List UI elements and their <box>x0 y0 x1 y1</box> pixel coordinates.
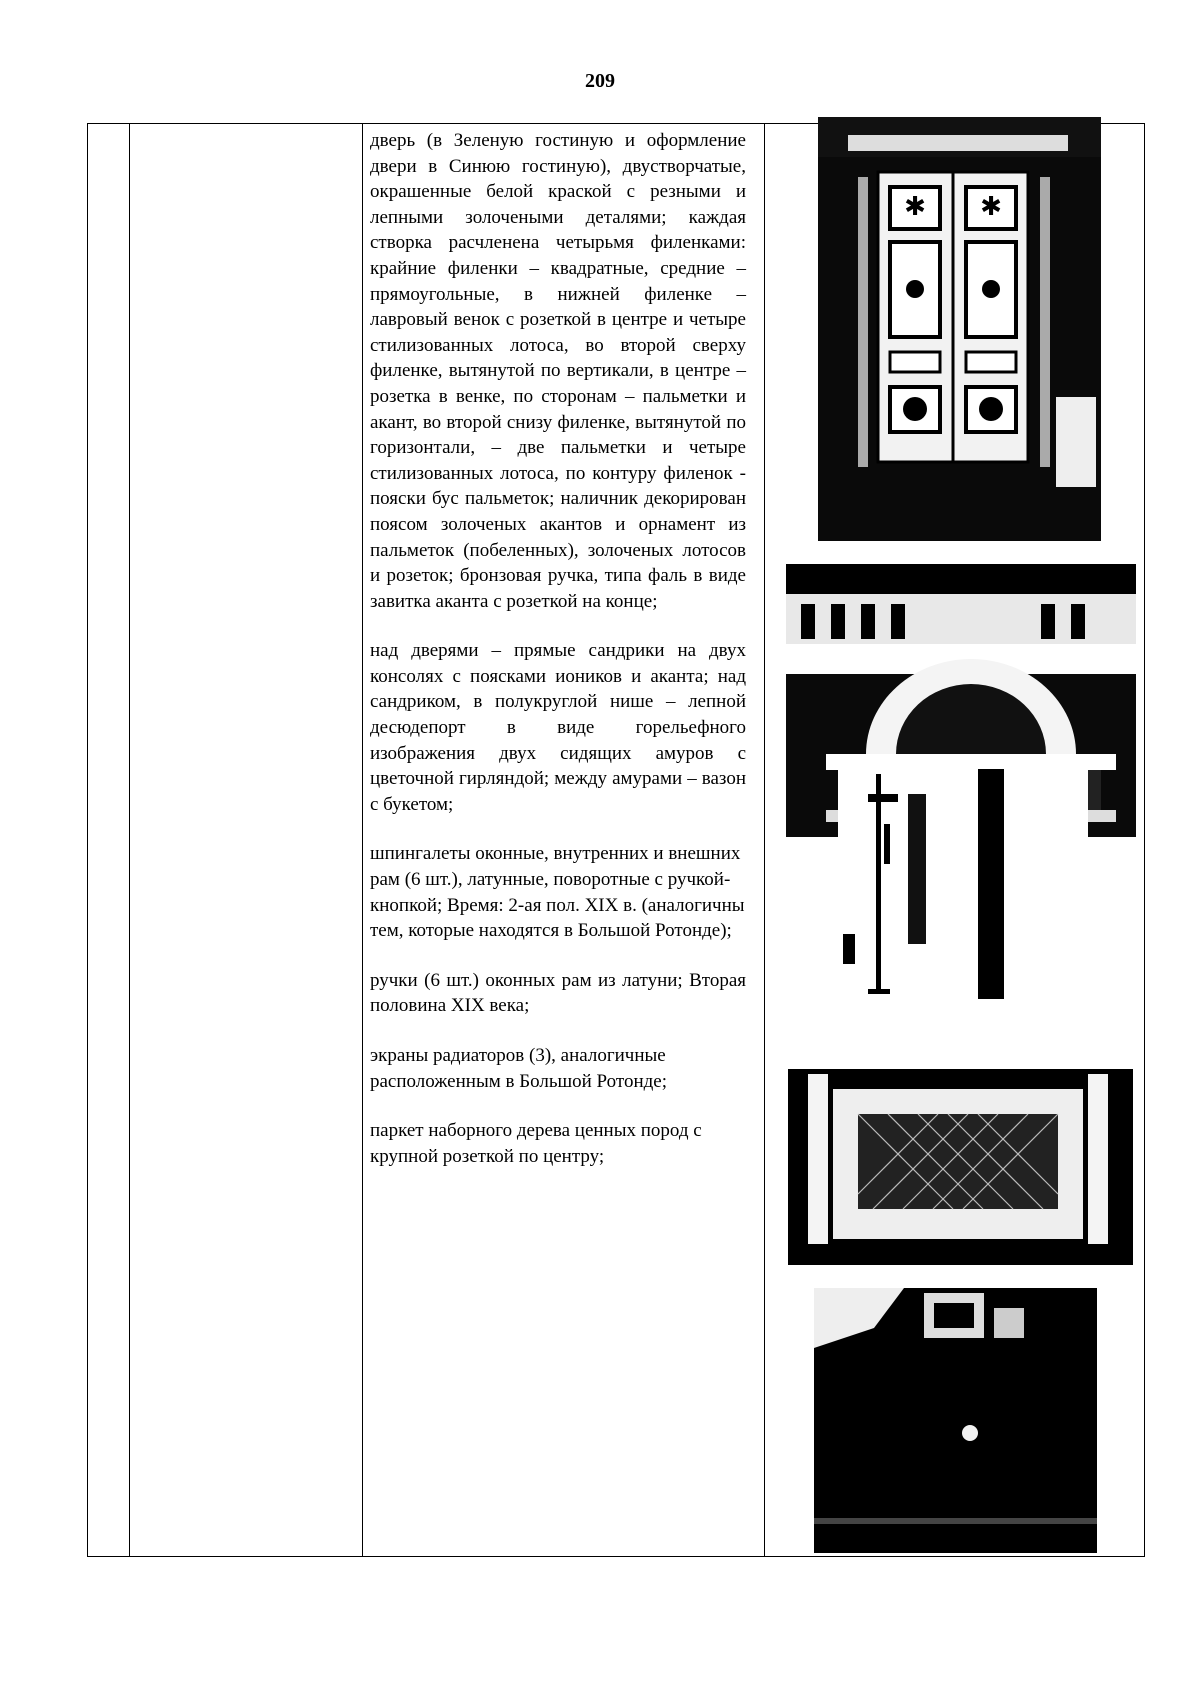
column-divider <box>764 124 765 1556</box>
column-divider <box>362 124 363 1556</box>
page-number: 209 <box>585 70 615 92</box>
door-photo <box>818 117 1101 541</box>
svg-text:✱: ✱ <box>980 192 1002 222</box>
item-description <box>370 128 746 1193</box>
svg-text:✱: ✱ <box>904 192 926 222</box>
radiator-description: экраны радиаторов (3), аналогичные расположенным в Большой Ротонде; <box>370 1045 667 1092</box>
parquet-description: паркет наборного дерева ценных пород с крупной розеткой по центру; <box>370 1120 702 1167</box>
door-description: дверь (в Зеленую гостиную и оформление двери в Синюю гостиную), двустворчатые, окрашенные белой краской с резными и лепными золочеными деталями; каждая створка расчленена четырьмя филенками: крайние филенки – квадратные, средние – прямоугольные, в нижней филенке – лавровый венок с розеткой в центре и четыре стилизованных лотоса, во второй сверху филенке, вытянутой по вертикали, в центре – розетка в венке, по сторонам – пальметки и акант, во второй снизу филенке, вытянутой по горизонтали, – две пальметки и четыре стилизованных лотоса, по контуру филенок - пояски бус пальметок; наличник декорирован поясом золоченых акантов и орнамент из пальметок (побеленных), золоченых лотосов и розеток; бронзовая ручка, типа фаль в виде завитка аканта с розеткой на конце; <box>370 130 746 612</box>
sandrik-description: над дверями – прямые сандрики на двух консолях с поясками иоников и аканта; над сандриком, в полукруглой нише – лепной десюдепорт в виде горельефного изображения двух сидящих амуров с цветочной гирляндой; между амурами – вазон с букетом; <box>370 640 746 815</box>
latch-photo <box>838 764 1088 1009</box>
inventory-table <box>87 123 1145 1557</box>
latch-description: шпингалеты оконные, внутренних и внешних рам (6 шт.), латунные, поворотные с ручкой-кнопкой; Время: 2-ая пол. XIX в. (аналогичны тем, которые находятся в Большой Ротонде); <box>370 843 745 942</box>
handles-description: ручки (6 шт.) оконных рам из латуни; Вторая половина XIX века; <box>370 969 746 1017</box>
column-divider <box>129 124 130 1556</box>
radiator-screen-photo <box>788 1069 1133 1265</box>
parquet-photo <box>814 1288 1097 1553</box>
